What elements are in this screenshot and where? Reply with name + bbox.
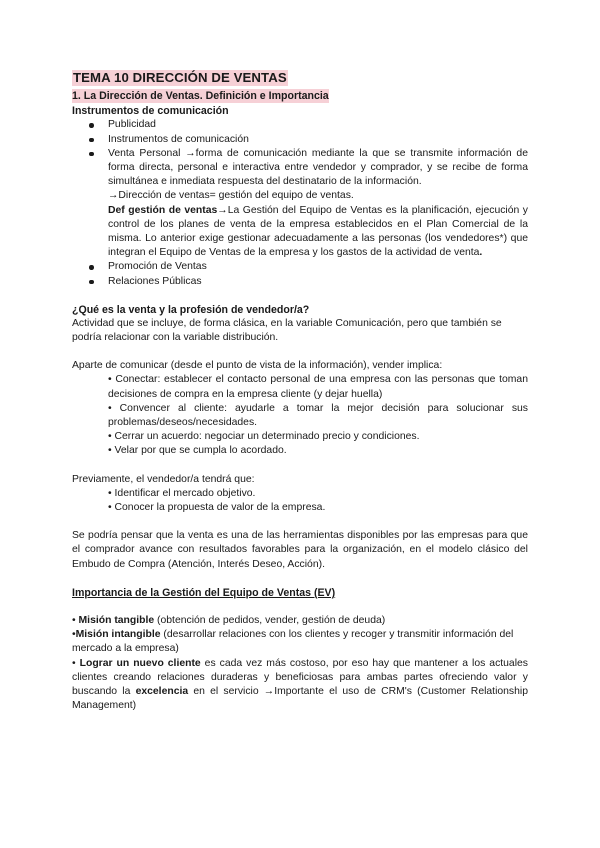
list-item: Venta Personal →forma de comunicación mediante la que se transmite información de forma directa, personal e interactiva entre vendedor y comprador, y se recibe de forma simultánea e inmediata respuesta del destinatario de la información. (108, 147, 528, 190)
definition (72, 204, 528, 261)
section-heading: ¿Qué es la venta y la profesión de vendedor/a? (72, 303, 310, 316)
list-item: Promoción de Ventas (108, 260, 528, 274)
paragraph: Se podría pensar que la venta es una de las herramientas disponibles por las empresas para que el comprador avance con resultados favorables para la organización, en el modelo clásico del Embudo de Compra (Atención, Interés Deseo, Acción). (72, 530, 528, 570)
definition-end: . (479, 247, 483, 259)
list-item: • Identificar el mercado objetivo. (108, 487, 256, 499)
indented-list (72, 373, 528, 458)
note: →Dirección de ventas= gestión del equipo de ventas. (108, 190, 354, 202)
bullet-list (72, 118, 528, 189)
subheading: Instrumentos de comunicación (72, 105, 229, 118)
list-item: • Velar por que se cumpla lo acordado. (108, 445, 287, 457)
list-item: • Conocer la propuesta de valor de la empresa. (108, 502, 326, 514)
page-title: TEMA 10 DIRECCIÓN DE VENTAS (73, 70, 287, 85)
list-item: • Conectar: establecer el contacto personal de una empresa con las personas que toman decisiones de compra en la empresa cliente (y dejar huella) (108, 374, 528, 400)
bullet-list (72, 260, 528, 288)
definition-text: →La Gestión del Equipo de Ventas es la planificación, ejecución y control de los planes de venta de la empresa establecidos en el Plan Comercial de la misma. Lo anterior exige gestionar adecuadamente a las personas (los vendedores*) que integran el Equipo de Ventas de la empresa y los gastos de la actividad de venta (108, 204, 528, 259)
definition-label: Def gestión de ventas (108, 204, 218, 216)
section-heading: 1. La Dirección de Ventas. Definición e Importancia (72, 90, 329, 103)
document-page (72, 70, 528, 713)
list-item: Publicidad (108, 118, 528, 132)
paragraph: Previamente, el vendedor/a tendrá que: (72, 473, 255, 485)
mission-item: • Lograr un nuevo cliente es cada vez más costoso, por eso hay que mantener a los actuales clientes creando relaciones duraderas y beneficiosas para ambas partes ofreciendo valor y buscando la excelencia en el servicio →Importante el uso de CRM's (Customer Relationship Management) (72, 657, 528, 712)
indented-list (72, 487, 528, 515)
paragraph: Actividad que se incluye, de forma clásica, en la variable Comunicación, pero que también se podría relacionar con la variable distribución. (72, 317, 502, 344)
mission-item: • Misión tangible (obtención de pedidos, vender, gestión de deuda) (72, 614, 386, 626)
paragraph: Aparte de comunicar (desde el punto de vista de la información), vender implica: (72, 360, 443, 372)
section-heading: Importancia de la Gestión del Equipo de Ventas (EV) (72, 586, 336, 599)
list-item: Instrumentos de comunicación (108, 133, 528, 147)
mission-item: •Misión intangible (desarrollar relaciones con los clientes y recoger y transmitir información del mercado a la empresa) (72, 629, 514, 655)
list-item: Relaciones Públicas (108, 275, 528, 289)
list-item: • Cerrar un acuerdo: negociar un determinado precio y condiciones. (108, 431, 420, 443)
list-item: • Convencer al cliente: ayudarle a tomar la mejor decisión para solucionar sus problemas/deseos/necesidades. (108, 402, 528, 429)
